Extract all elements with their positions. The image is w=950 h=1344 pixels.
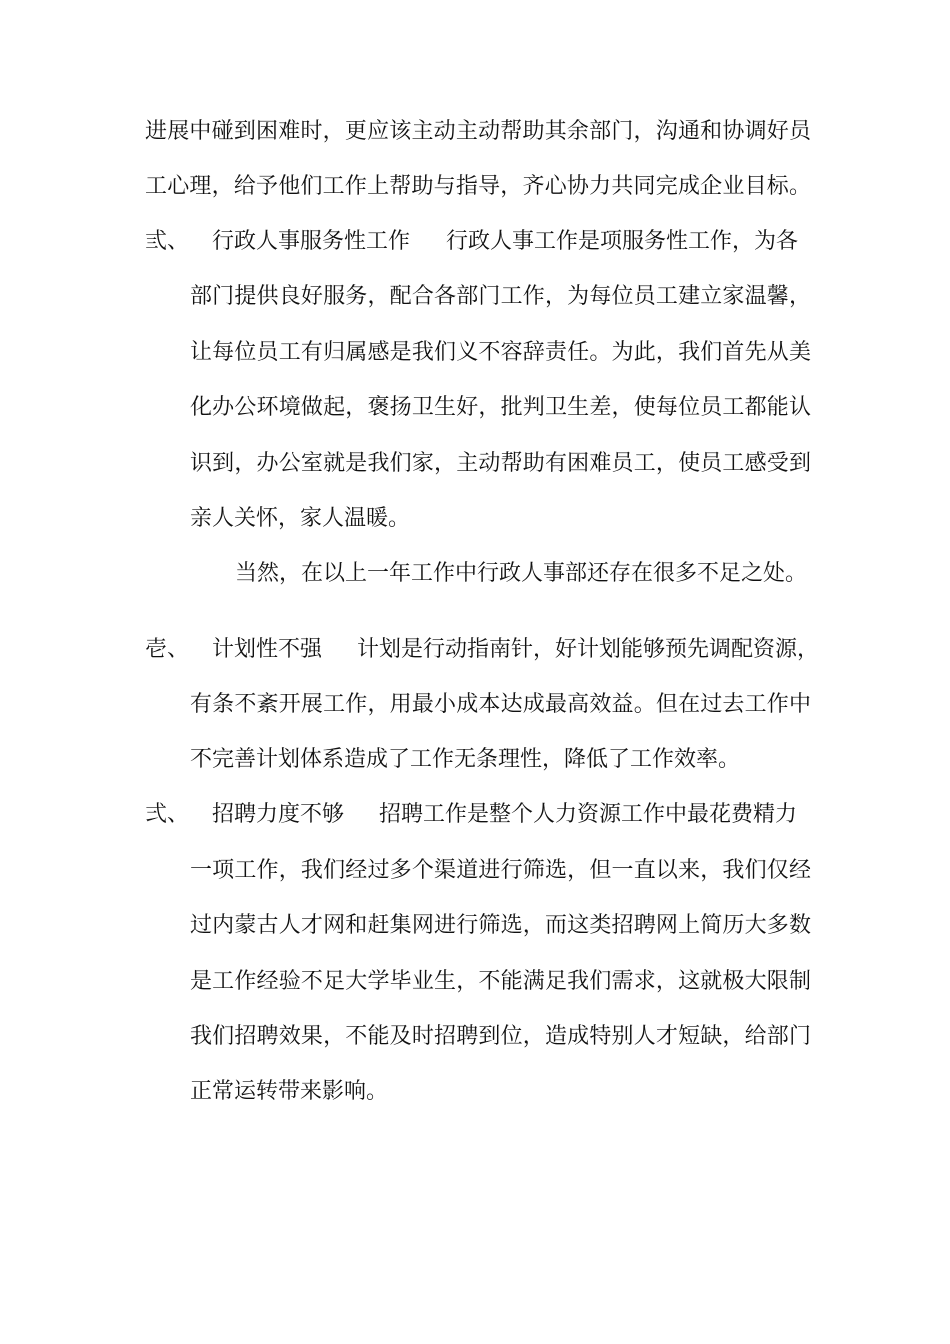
item-two-line: 过内蒙古人才网和赶集网进行筛选，而这类招聘网上简历大多数 [190,913,811,938]
section-two-line: 识到，办公室就是我们家，主动帮助有困难员工，使员工感受到 [190,451,811,476]
item-two-line: 是工作经验不足大学毕业生，不能满足我们需求，这就极大限制 [190,969,811,994]
item-two-line: 正常运转带来影响。 [190,1079,389,1104]
item-two-heading: 招聘力度不够 [212,802,345,827]
section-two-line: 化办公环境做起，褒扬卫生好，批判卫生差，使每位员工都能认 [190,395,811,420]
item-one-heading: 计划性不强 [212,637,323,662]
item-one-line: 有条不紊开展工作，用最小成本达成最高效益。但在过去工作中 [190,692,811,717]
item-one-line: 不完善计划体系造成了工作无条理性，降低了工作效率。 [190,747,741,772]
section-two-heading: 行政人事服务性工作 [212,229,411,254]
item-two-line1-rest: 招聘工作是整个人力资源工作中最花费精力 [379,802,798,827]
item-two-line: 一项工作，我们经过多个渠道进行筛选，但一直以来，我们仅经 [190,858,811,883]
section-two-line: 让每位员工有归属感是我们义不容辞责任。为此，我们首先从美 [190,340,811,365]
summary-line: 当然，在以上一年工作中行政人事部还存在很多不足之处。 [235,561,808,586]
section-two-line: 部门提供良好服务，配合各部门工作，为每位员工建立家温馨， [190,284,811,309]
item-two-number: 弍、 [145,802,190,827]
item-one-number: 壱、 [145,637,190,662]
intro-line-2: 工心理，给予他们工作上帮助与指导，齐心协力共同完成企业目标。 [145,174,811,199]
item-one-line1-rest: 计划是行动指南针，好计划能够预先调配资源， [357,637,820,662]
section-two-number: 弎、 [145,229,190,254]
intro-line-1: 进展中碰到困难时，更应该主动主动帮助其余部门，沟通和协调好员 [145,119,811,144]
section-two-line1-rest: 行政人事工作是项服务性工作，为各 [446,229,799,254]
section-two-line: 亲人关怀，家人温暖。 [190,506,411,531]
item-two-line: 我们招聘效果，不能及时招聘到位，造成特别人才短缺，给部门 [190,1024,811,1049]
